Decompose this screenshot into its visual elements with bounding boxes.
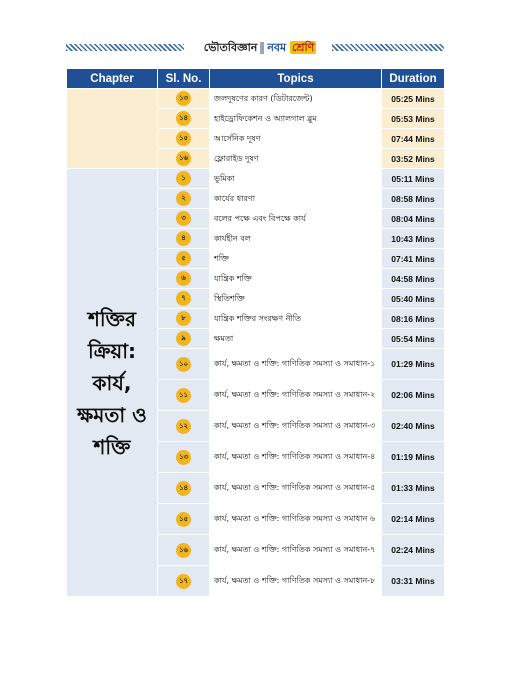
serial-number-badge: ৭ <box>176 291 191 306</box>
serial-number-badge: ১২ <box>176 419 191 434</box>
serial-cell <box>158 329 210 349</box>
topic-cell: কার্যহীন বল <box>210 229 382 249</box>
serial-number-badge: ১৬ <box>176 151 191 166</box>
topic-cell: কার্য, ক্ষমতা ও শক্তি: গাণিতিক সমস্যা ও সমাধান-২ <box>210 380 382 411</box>
serial-number-badge: ২ <box>176 191 191 206</box>
duration-cell: 07:44 Mins <box>382 129 445 149</box>
serial-cell <box>158 411 210 442</box>
duration-cell: 01:29 Mins <box>382 349 445 380</box>
header-title <box>188 40 332 56</box>
grade-part2: শ্রেণি <box>292 40 315 54</box>
duration-cell: 01:33 Mins <box>382 473 445 504</box>
duration-cell: 05:40 Mins <box>382 289 445 309</box>
topic-cell: স্থিতিশক্তি <box>210 289 382 309</box>
serial-number-badge: ৯ <box>176 331 191 346</box>
serial-cell <box>158 442 210 473</box>
serial-cell <box>158 169 210 189</box>
topic-cell: কার্যের ধারণা <box>210 189 382 209</box>
serial-cell <box>158 149 210 169</box>
topic-cell: ভূমিকা <box>210 169 382 189</box>
serial-cell <box>158 349 210 380</box>
duration-cell: 05:11 Mins <box>382 169 445 189</box>
column-header-chapter: Chapter <box>67 69 158 89</box>
serial-number-badge: ১০ <box>176 357 191 372</box>
topic-cell: বলের পক্ষে এবং বিপক্ষে কার্য <box>210 209 382 229</box>
decorative-stripes-left <box>66 44 184 51</box>
topic-cell: আর্সেনিক দূষণ <box>210 129 382 149</box>
serial-number-badge: ১৩ <box>176 450 191 465</box>
serial-cell <box>158 209 210 229</box>
duration-cell: 07:41 Mins <box>382 249 445 269</box>
duration-cell: 03:31 Mins <box>382 566 445 597</box>
serial-cell <box>158 309 210 329</box>
serial-number-badge: ১৪ <box>176 481 191 496</box>
serial-number-badge: ১৩ <box>176 91 191 106</box>
topic-cell: কার্য, ক্ষমতা ও শক্তি: গাণিতিক সমস্যা ও সমাধান-১ <box>210 349 382 380</box>
duration-cell: 03:52 Mins <box>382 149 445 169</box>
serial-cell <box>158 189 210 209</box>
serial-number-badge: ১৭ <box>176 574 191 589</box>
grade-label <box>267 39 316 58</box>
serial-cell <box>158 535 210 566</box>
duration-cell: 05:53 Mins <box>382 109 445 129</box>
serial-cell <box>158 289 210 309</box>
column-header-sl: Sl. No. <box>158 69 210 89</box>
decorative-stripes-right <box>332 44 444 51</box>
topic-cell: কার্য, ক্ষমতা ও শক্তি: গাণিতিক সমস্যা ও সমাধান-৪ <box>210 442 382 473</box>
duration-cell: 02:06 Mins <box>382 380 445 411</box>
duration-cell: 04:58 Mins <box>382 269 445 289</box>
group2-chapter-cell <box>67 169 158 597</box>
serial-cell <box>158 504 210 535</box>
serial-number-badge: ১৫ <box>176 512 191 527</box>
topic-cell: শক্তি <box>210 249 382 269</box>
duration-cell: 05:54 Mins <box>382 329 445 349</box>
topic-cell: হাইড্রোফিকেশন ও অ্যালগাল ব্লুম <box>210 109 382 129</box>
serial-number-badge: ১৪ <box>176 111 191 126</box>
topic-cell: কার্য, ক্ষমতা ও শক্তি: গাণিতিক সমস্যা ও সমাধান ৬ <box>210 504 382 535</box>
topic-cell: কার্য, ক্ষমতা ও শক্তি: গাণিতিক সমস্যা ও সমাধান-৫ <box>210 473 382 504</box>
serial-number-badge: ১ <box>176 171 191 186</box>
serial-cell <box>158 473 210 504</box>
grade-part1: নবম <box>267 40 287 54</box>
topic-cell: কার্য, ক্ষমতা ও শক্তি: গাণিতিক সমস্যা ও সমাধান-৭ <box>210 535 382 566</box>
table-row <box>67 169 445 189</box>
duration-cell: 02:14 Mins <box>382 504 445 535</box>
topic-cell: কার্য, ক্ষমতা ও শক্তি: গাণিতিক সমস্যা ও সমাধান-৩ <box>210 411 382 442</box>
serial-cell <box>158 89 210 109</box>
serial-number-badge: ১৬ <box>176 543 191 558</box>
serial-number-badge: ৩ <box>176 211 191 226</box>
column-header-topics: Topics <box>210 69 382 89</box>
serial-cell <box>158 129 210 149</box>
duration-cell: 10:43 Mins <box>382 229 445 249</box>
serial-number-badge: ৫ <box>176 251 191 266</box>
duration-cell: 08:04 Mins <box>382 209 445 229</box>
serial-cell <box>158 269 210 289</box>
serial-number-badge: ৬ <box>176 271 191 286</box>
serial-cell <box>158 109 210 129</box>
duration-cell: 01:19 Mins <box>382 442 445 473</box>
duration-cell: 02:40 Mins <box>382 411 445 442</box>
topic-cell: কার্য, ক্ষমতা ও শক্তি: গাণিতিক সমস্যা ও সমাধান-৮ <box>210 566 382 597</box>
group1-chapter-cell <box>67 89 158 169</box>
chapter-title: শক্তির ক্রিয়া: কার্য, ক্ষমতা ও শক্তি <box>77 306 147 459</box>
duration-cell: 02:24 Mins <box>382 535 445 566</box>
duration-cell: 05:25 Mins <box>382 89 445 109</box>
topic-cell: ক্ষমতা <box>210 329 382 349</box>
topic-cell: ফ্লোরাইড দূষণ <box>210 149 382 169</box>
topic-cell: জলদূষণের কারণ (ডিটারজেন্ট) <box>210 89 382 109</box>
serial-number-badge: ৮ <box>176 311 191 326</box>
serial-cell <box>158 229 210 249</box>
serial-number-badge: ১৫ <box>176 131 191 146</box>
column-header-duration: Duration <box>382 69 445 89</box>
title-divider <box>260 42 264 54</box>
serial-cell <box>158 380 210 411</box>
subject-title: ভৌতবিজ্ঞান <box>203 40 258 54</box>
serial-cell <box>158 249 210 269</box>
table-header-row <box>67 69 445 89</box>
topic-cell: যান্ত্রিক শক্তি <box>210 269 382 289</box>
table-body <box>67 89 445 597</box>
serial-cell <box>158 566 210 597</box>
serial-number-badge: ১১ <box>176 388 191 403</box>
page-header <box>66 40 444 56</box>
serial-number-badge: ৪ <box>176 231 191 246</box>
duration-cell: 08:58 Mins <box>382 189 445 209</box>
topic-cell: যান্ত্রিক শক্তির সংরক্ষণ নীতি <box>210 309 382 329</box>
syllabus-table <box>66 68 445 597</box>
duration-cell: 08:16 Mins <box>382 309 445 329</box>
table-row <box>67 89 445 109</box>
